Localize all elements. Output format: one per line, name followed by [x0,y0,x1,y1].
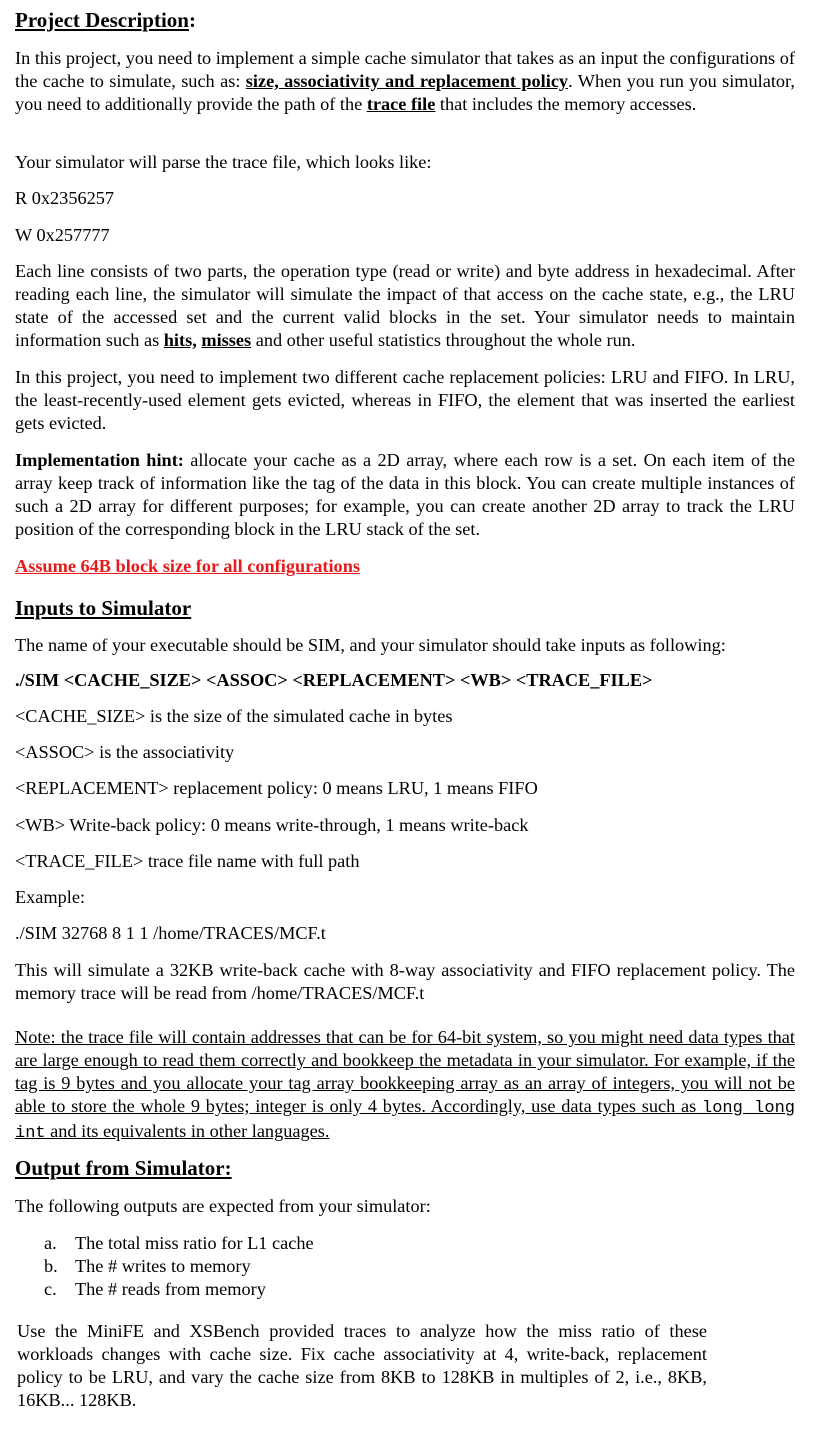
example-command: ./SIM 32768 8 1 1 /home/TRACES/MCF.t [15,923,326,943]
text-run: In this project, you need to implement a simple cache simulator that takes as an input the configurations of the cache to simulate, such as: [15,48,795,91]
text-run: that includes the memory accesses. [435,94,697,114]
list-marker: a. [44,1233,57,1253]
text-run: and its equivalents in other languages. [45,1121,330,1141]
text-run: Note: the trace file will contain addresses that can be for 64-bit system, so you might need data types that are large enough to read them correctly and bookkeep the metadata in your simulator. For example, if the tag is 9 bytes and you allocate your tag array bookkeeping array as an array of integers, you will not be able to store the whole 9 bytes; integer is only 4 bytes. Accordingly, use data types such as [15,1027,795,1116]
heading-text: Inputs to Simulator [15,596,192,620]
analysis-instructions: Use the MiniFE and XSBench provided traces to analyze how the miss ratio of these workloads changes with cache size. Fix cache associativity at 4, write-back, replacement policy to be LRU, and vary the cache size from 8KB to 128KB in multiples of 2, i.e., 8KB, 16KB... 128KB. [17,1321,707,1410]
list-item [15,1255,795,1278]
note-paragraph [15,1026,795,1145]
parse-paragraph: Your simulator will parse the trace file, which looks like: [15,152,432,172]
outputs-list [15,1232,795,1301]
text-run: and other useful statistics throughout the whole run. [251,330,636,350]
outputs-intro: The following outputs are expected from your simulator: [15,1196,431,1216]
arg-assoc: <ASSOC> is the associativity [15,742,235,762]
list-marker: c. [44,1279,57,1299]
text-run: allocate your cache as a 2D array, where each row is a set. On each item of the array keep track of information like the tag of the data in this block. You can create multiple instances of such a 2D array for different purposes; for example, you can create another 2D array to track the LRU position of the corresponding block in the LRU stack of the set. [15,450,795,539]
line-format-paragraph [15,260,795,352]
arg-replacement: <REPLACEMENT> replacement policy: 0 means LRU, 1 means FIFO [15,778,538,798]
arg-wb: <WB> Write-back policy: 0 means write-through, 1 means write-back [15,815,529,835]
example-label: Example: [15,887,86,907]
emphasis-hits: hits, [163,330,197,350]
heading-colon: : [188,8,196,32]
implementation-hint-paragraph [15,449,795,541]
list-item [15,1278,795,1301]
list-item-text: The total miss ratio for L1 cache [75,1233,314,1253]
arg-trace-file: <TRACE_FILE> trace file name with full path [15,851,360,871]
list-item-text: The # writes to memory [75,1256,251,1276]
arg-cache-size: <CACHE_SIZE> is the size of the simulated cache in bytes [15,706,453,726]
emphasis-misses: misses [201,330,252,350]
list-item [15,1232,795,1255]
command-syntax: ./SIM <CACHE_SIZE> <ASSOC> <REPLACEMENT> <WB> <TRACE_FILE> [15,670,653,690]
list-item-text: The # reads from memory [75,1279,266,1299]
inputs-intro: The name of your executable should be SIM, and your simulator should take inputs as following: [15,635,726,655]
code-long-long-int: long long int [15,1099,795,1143]
trace-example-line: W 0x257777 [15,225,110,245]
replacement-policy-paragraph: In this project, you need to implement two different cache replacement policies: LRU and FIFO. In LRU, the least-recently-used element gets evicted, whereas in FIFO, the element that was inserted the earliest gets evicted. [15,367,795,433]
heading-text: Output from Simulator: [15,1156,232,1180]
block-size-assumption: Assume 64B block size for all configurations [15,556,360,576]
emphasis-config: size, associativity and replacement policy [245,71,569,91]
text-run: Each line consists of two parts, the operation type (read or write) and byte address in hexadecimal. After reading each line, the simulator will simulate the impact of that access on the cache state, e.g., the LRU state of the accessed set and the current valid blocks in the set. Your simulator needs to maintain information such as [15,261,795,350]
section-heading-project-description [15,7,795,33]
example-description: This will simulate a 32KB write-back cache with 8-way associativity and FIFO replacement policy. The memory trace will be read from /home/TRACES/MCF.t [15,960,795,1003]
section-heading-outputs [15,1155,795,1181]
intro-paragraph [15,47,795,116]
text-run: . When you run you simulator, you need to additionally provide the path of the [15,71,795,114]
trace-example-line: R 0x2356257 [15,188,115,208]
section-heading-inputs [15,595,795,621]
heading-text: Project Description [15,8,189,32]
emphasis-trace-file: trace file [366,94,436,114]
list-marker: b. [44,1256,58,1276]
hint-label: Implementation hint: [15,450,184,470]
